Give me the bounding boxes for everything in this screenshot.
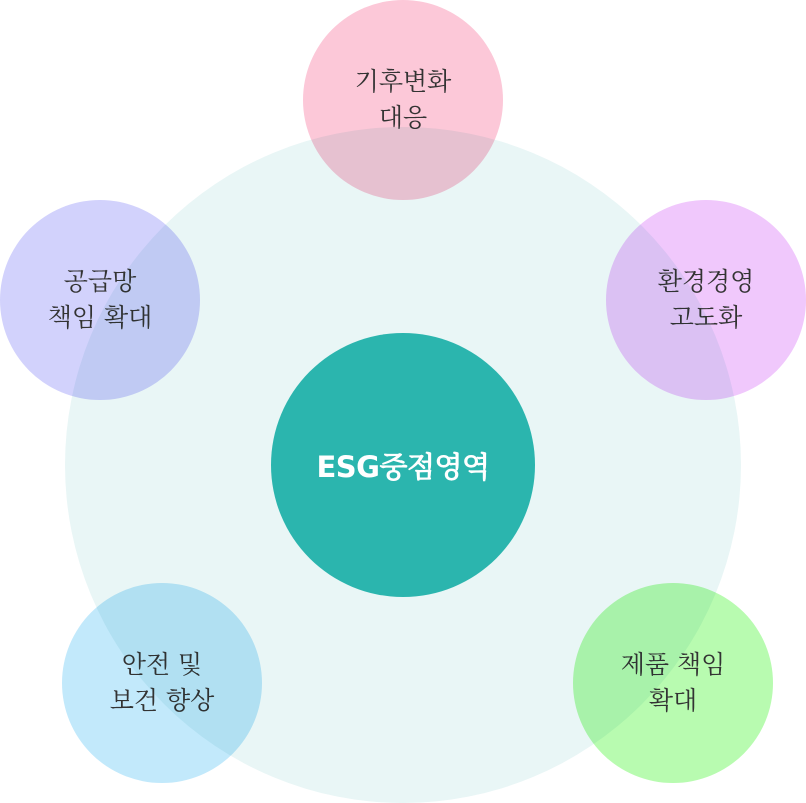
node-label-line: 고도화 bbox=[669, 303, 743, 332]
node-climate-response bbox=[303, 0, 503, 200]
node-label-line: 안전 및 bbox=[121, 650, 203, 679]
node-product-responsibility bbox=[573, 583, 773, 783]
node-label-line: 기후변화 bbox=[354, 67, 452, 96]
node-label-line: 책임 확대 bbox=[47, 303, 153, 332]
node-label-line: 확대 bbox=[648, 686, 698, 715]
node-label-line: 환경경영 bbox=[657, 267, 755, 296]
node-supply-chain bbox=[0, 200, 200, 400]
node-label-line: 대응 bbox=[378, 103, 428, 132]
node-safety-health bbox=[62, 583, 262, 783]
node-label-line: 공급망 bbox=[63, 267, 137, 296]
center-label: ESG중점영역 bbox=[316, 449, 490, 484]
center-circle bbox=[271, 333, 535, 597]
node-label-line: 보건 향상 bbox=[109, 686, 215, 715]
node-label-line: 제품 책임 bbox=[620, 650, 726, 679]
node-env-management bbox=[606, 200, 806, 400]
